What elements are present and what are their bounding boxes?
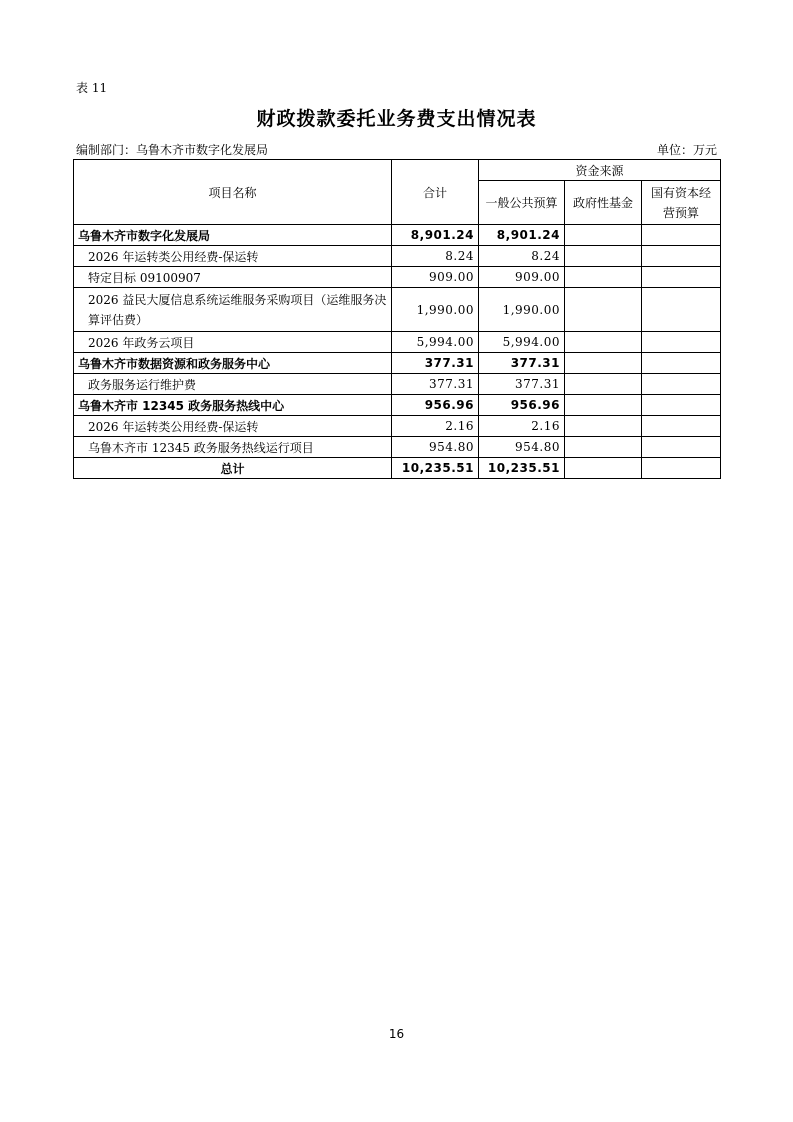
row-fund (565, 332, 642, 353)
table-row (74, 332, 721, 353)
table-row (74, 353, 721, 374)
expense-table (73, 159, 721, 479)
row-total: 5,994.00 (392, 332, 479, 353)
row-name: 乌鲁木齐市数字化发展局 (74, 225, 392, 246)
row-general: 954.80 (479, 437, 565, 458)
row-fund (565, 395, 642, 416)
total-row (74, 458, 721, 479)
unit-label: 单位：万元 (656, 143, 717, 157)
row-name: 2026 年政务云项目 (74, 332, 392, 353)
table-number: 表 11 (76, 81, 108, 95)
row-soe (642, 437, 721, 458)
row-fund (565, 416, 642, 437)
row-fund (565, 437, 642, 458)
row-fund (565, 374, 642, 395)
row-name: 2026 年运转类公用经费-保运转 (74, 416, 392, 437)
row-soe (642, 395, 721, 416)
row-general: 10,235.51 (479, 458, 565, 479)
row-soe (642, 353, 721, 374)
table-row (74, 267, 721, 288)
department-label: 编制部门：乌鲁木齐市数字化发展局 (76, 143, 269, 157)
row-soe (642, 374, 721, 395)
table-row (74, 395, 721, 416)
table-row (74, 374, 721, 395)
row-fund (565, 267, 642, 288)
row-total: 1,990.00 (392, 288, 479, 332)
row-soe (642, 416, 721, 437)
row-soe (642, 288, 721, 332)
row-fund (565, 458, 642, 479)
row-soe (642, 225, 721, 246)
row-name: 总计 (74, 458, 392, 479)
row-general: 909.00 (479, 267, 565, 288)
row-total: 909.00 (392, 267, 479, 288)
table-row (74, 225, 721, 246)
page-number: 16 (388, 1027, 405, 1041)
row-name: 2026 年运转类公用经费-保运转 (74, 246, 392, 267)
page-title: 财政拨款委托业务费支出情况表 (256, 108, 537, 130)
table-row (74, 288, 721, 332)
table-row (74, 246, 721, 267)
row-soe (642, 267, 721, 288)
header-name: 项目名称 (74, 160, 392, 225)
row-soe (642, 332, 721, 353)
row-soe (642, 458, 721, 479)
header-source: 资金来源 (479, 160, 721, 181)
row-fund (565, 288, 642, 332)
row-total: 8,901.24 (392, 225, 479, 246)
row-general: 1,990.00 (479, 288, 565, 332)
row-name: 乌鲁木齐市 12345 政务服务热线中心 (74, 395, 392, 416)
row-total: 377.31 (392, 374, 479, 395)
table-row (74, 416, 721, 437)
row-general: 8.24 (479, 246, 565, 267)
header-soe-budget: 国有资本经营预算 (642, 181, 721, 225)
row-fund (565, 225, 642, 246)
row-total: 956.96 (392, 395, 479, 416)
row-name: 特定目标 09100907 (74, 267, 392, 288)
row-general: 2.16 (479, 416, 565, 437)
row-total: 10,235.51 (392, 458, 479, 479)
row-general: 5,994.00 (479, 332, 565, 353)
row-total: 8.24 (392, 246, 479, 267)
row-name: 政务服务运行维护费 (74, 374, 392, 395)
header-total: 合计 (392, 160, 479, 225)
row-general: 377.31 (479, 353, 565, 374)
row-fund (565, 353, 642, 374)
row-general: 377.31 (479, 374, 565, 395)
table-row (74, 437, 721, 458)
row-total: 954.80 (392, 437, 479, 458)
row-soe (642, 246, 721, 267)
row-general: 956.96 (479, 395, 565, 416)
row-total: 377.31 (392, 353, 479, 374)
row-total: 2.16 (392, 416, 479, 437)
row-fund (565, 246, 642, 267)
header-general-budget: 一般公共预算 (479, 181, 565, 225)
row-name: 2026 益民大厦信息系统运维服务采购项目（运维服务决算评估费） (74, 288, 392, 332)
header-government-fund: 政府性基金 (565, 181, 642, 225)
row-general: 8,901.24 (479, 225, 565, 246)
row-name: 乌鲁木齐市数据资源和政务服务中心 (74, 353, 392, 374)
row-name: 乌鲁木齐市 12345 政务服务热线运行项目 (74, 437, 392, 458)
